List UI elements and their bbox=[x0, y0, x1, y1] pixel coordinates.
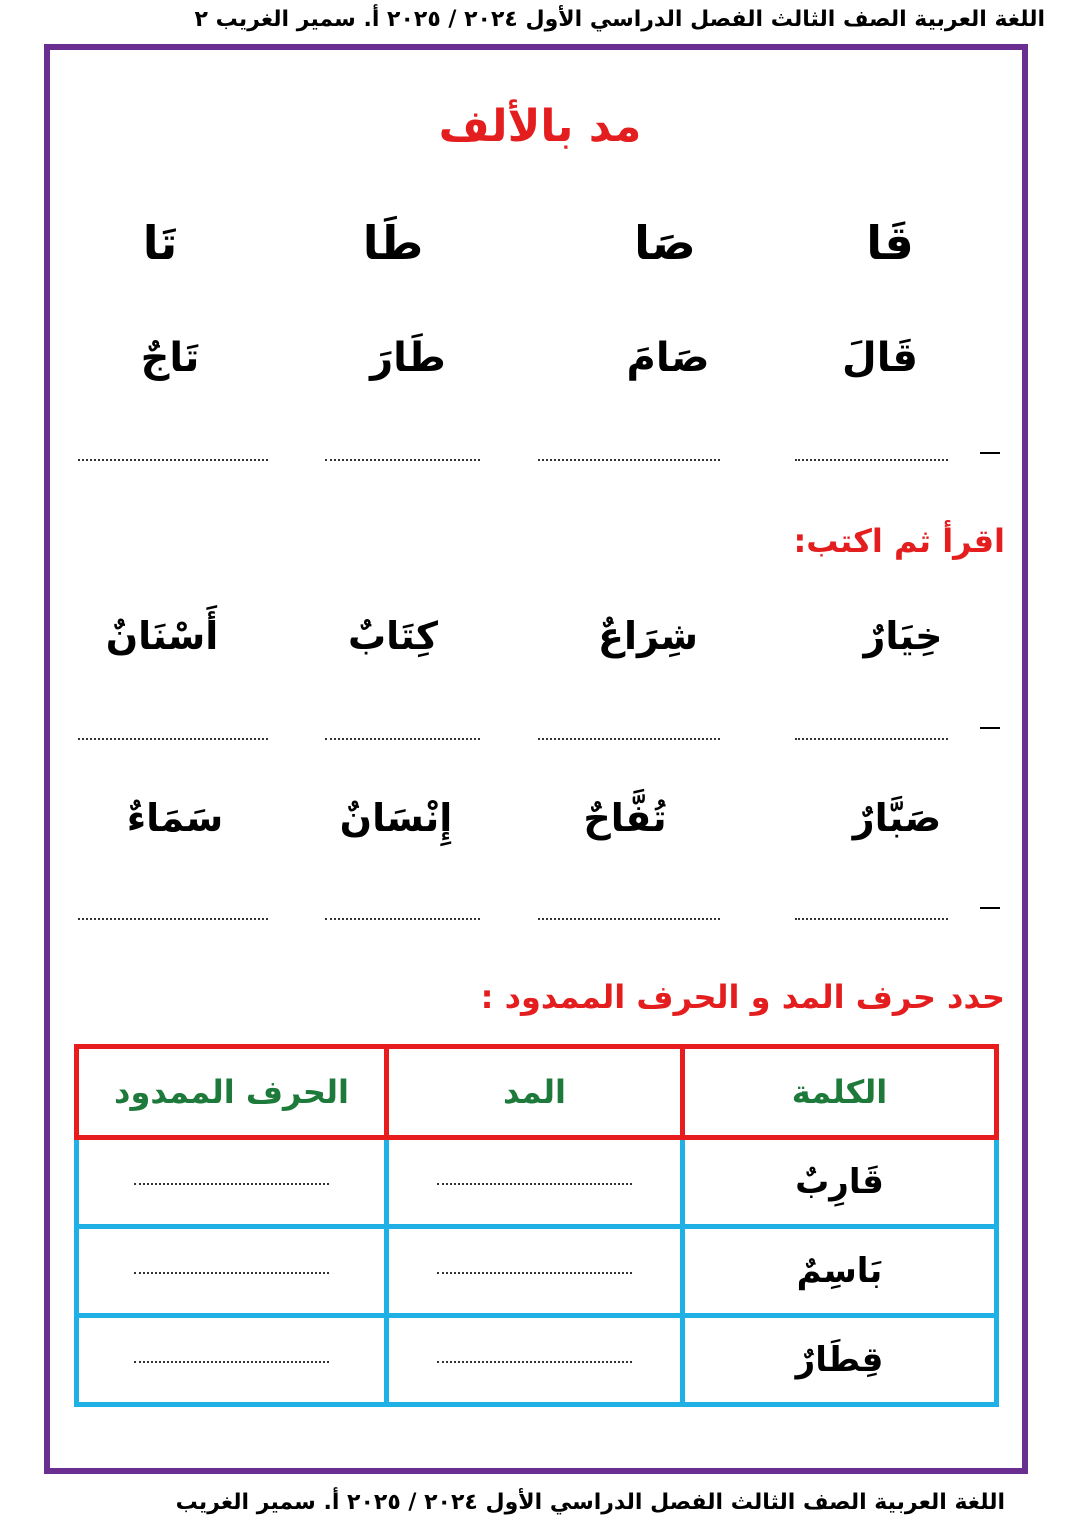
writing-line[interactable] bbox=[538, 738, 720, 740]
lesson-title: مد بالألف bbox=[438, 101, 642, 152]
word-kitab: كِتَابٌ bbox=[347, 614, 439, 658]
word-insan: إِنْسَانٌ bbox=[339, 796, 453, 840]
dash-marker bbox=[980, 727, 1000, 729]
instruction-read-write: اقرأ ثم اكتب: bbox=[793, 522, 1005, 560]
writing-line[interactable] bbox=[795, 738, 948, 740]
word-sabbar: صَبَّارٌ bbox=[852, 796, 942, 840]
table-header-row bbox=[77, 1047, 997, 1138]
writing-line[interactable] bbox=[325, 738, 480, 740]
answer-cell[interactable] bbox=[77, 1316, 387, 1405]
table-row bbox=[77, 1227, 997, 1316]
word-shiraa: شِرَاعٌ bbox=[598, 614, 698, 658]
madd-table bbox=[74, 1044, 999, 1407]
answer-cell[interactable] bbox=[387, 1227, 683, 1316]
word-taj: تَاجٌ bbox=[140, 335, 200, 381]
syllable-ta: تَا bbox=[142, 216, 178, 270]
writing-line[interactable] bbox=[795, 918, 948, 920]
word-asnan: أَسْنَانٌ bbox=[105, 614, 219, 658]
instruction-identify: حدد حرف المد و الحرف الممدود : bbox=[480, 978, 1005, 1016]
syllable-ta-heavy: طَا bbox=[362, 216, 424, 270]
table-word: بَاسِمٌ bbox=[683, 1227, 997, 1316]
writing-line[interactable] bbox=[325, 459, 480, 461]
word-tuffah: تُفَّاحٌ bbox=[583, 796, 667, 840]
header-madd: المد bbox=[387, 1047, 683, 1138]
writing-line[interactable] bbox=[325, 918, 480, 920]
page-header: اللغة العربية الصف الثالث الفصل الدراسي الأول ٢٠٢٤ / ٢٠٢٥ أ. سمير الغريب ٢ bbox=[194, 7, 1045, 32]
word-khiyar: خِيَارٌ bbox=[863, 614, 943, 658]
table-row bbox=[77, 1316, 997, 1405]
writing-line[interactable] bbox=[538, 918, 720, 920]
syllable-sa: صَا bbox=[634, 216, 696, 270]
word-tara: طَارَ bbox=[370, 335, 446, 381]
writing-line[interactable] bbox=[78, 918, 268, 920]
writing-line[interactable] bbox=[78, 738, 268, 740]
header-lengthened-letter: الحرف الممدود bbox=[77, 1047, 387, 1138]
word-qala: قَالَ bbox=[842, 335, 918, 381]
writing-line[interactable] bbox=[795, 459, 948, 461]
writing-line[interactable] bbox=[538, 459, 720, 461]
answer-cell[interactable] bbox=[387, 1138, 683, 1227]
answer-cell[interactable] bbox=[387, 1316, 683, 1405]
answer-cell[interactable] bbox=[77, 1227, 387, 1316]
writing-line[interactable] bbox=[78, 459, 268, 461]
word-samaa: سَمَاءٌ bbox=[126, 796, 224, 840]
word-sama: صَامَ bbox=[626, 335, 710, 381]
syllable-qa: قَا bbox=[866, 216, 914, 270]
table-word: قَارِبٌ bbox=[683, 1138, 997, 1227]
header-word: الكلمة bbox=[683, 1047, 997, 1138]
page-footer: اللغة العربية الصف الثالث الفصل الدراسي الأول ٢٠٢٤ / ٢٠٢٥ أ. سمير الغريب bbox=[175, 1490, 1005, 1515]
answer-cell[interactable] bbox=[77, 1138, 387, 1227]
dash-marker bbox=[980, 907, 1000, 909]
dash-marker bbox=[980, 452, 1000, 454]
table-word: قِطَارٌ bbox=[683, 1316, 997, 1405]
table-row bbox=[77, 1138, 997, 1227]
